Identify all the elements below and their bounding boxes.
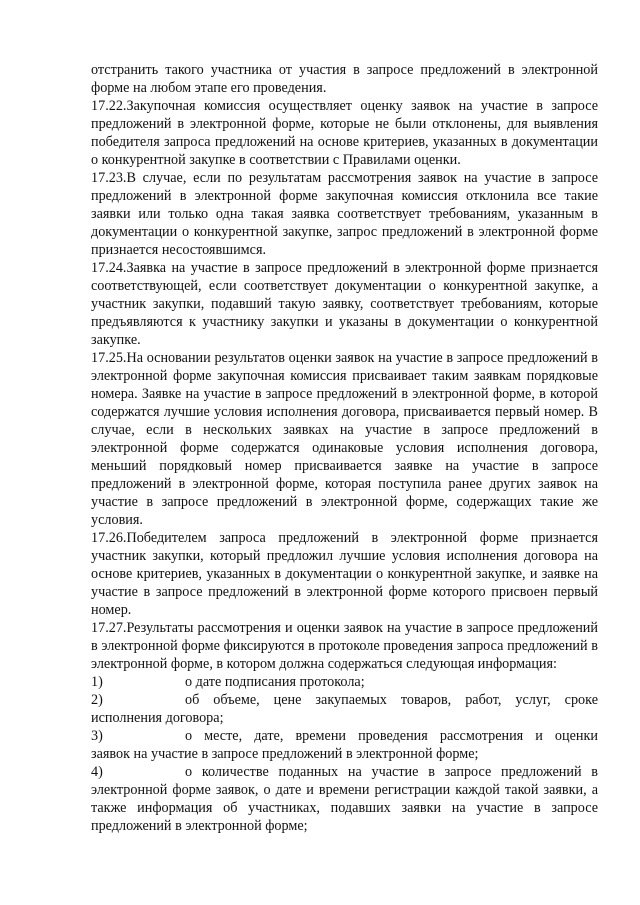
list-item-text: о дате подписания протокола;: [185, 674, 365, 690]
paragraph-17-22: 17.22.Закупочная комиссия осуществляет оценку заявок на участие в запросе предложений в электронной форме, которые не были отклонены, для выявления победителя запроса предложений на основе критериев, указанных в документации о конкурентной закупке в соответствии с Правилами оценки.: [91, 98, 598, 168]
list-item-number: 4): [91, 764, 103, 780]
list-item-continuation: электронной форме заявок, о дате и времени регистрации каждой такой заявки, а также информация об участниках, подавших заявки на участие в запросе предложений в электронной форме;: [91, 782, 598, 834]
list-item-number: 2): [91, 692, 103, 708]
list-item-text: о месте, дате, времени проведения рассмотрения и оценки: [185, 728, 598, 744]
list-item-number: 3): [91, 728, 103, 744]
document-page: [91, 61, 598, 835]
paragraph-17-24: 17.24.Заявка на участие в запросе предложений в электронной форме признается соответствующей, если соответствует документации о конкурентной закупке, а участник закупки, подавший такую заявку, соответствует требованиям, которые предъявляются к участнику закупки и указаны в документации о конкурентной закупке.: [91, 260, 598, 348]
paragraph-17-26: 17.26.Победителем запроса предложений в электронной форме признается участник закупки, который предложил лучшие условия исполнения договора на основе критериев, указанных в документации о конкурентной закупке, и заявке на участие в запросе предложений в электронной форме которого присвоен первый номер.: [91, 530, 598, 618]
paragraph-intro: отстранить такого участника от участия в запросе предложений в электронной форме на любом этапе его проведения.: [91, 62, 598, 96]
list-item: [91, 691, 598, 727]
list-item: [91, 673, 598, 691]
list-item-number: 1): [91, 674, 103, 690]
list-item-continuation: исполнения договора;: [91, 710, 224, 726]
paragraph-17-27: 17.27.Результаты рассмотрения и оценки заявок на участие в запросе предложений в электронной форме фиксируются в протоколе проведения запроса предложений в электронной форме, в котором должна содержаться следующая информация:: [91, 620, 598, 672]
list-item-continuation: заявок на участие в запросе предложений в электронной форме;: [91, 746, 479, 762]
paragraph-17-25: 17.25.На основании результатов оценки заявок на участие в запросе предложений в электронной форме закупочная комиссия присваивает таким заявкам порядковые номера. Заявке на участие в запросе предложений в электронной форме, в которой содержатся лучшие условия исполнения договора, присваивается первый номер. В случае, если в нескольких заявках на участие в запросе предложений в электронной форме содержатся одинаковые условия исполнения договора, меньший порядковый номер присваивается заявке на участие в запросе предложений в электронной форме, которая поступила ранее других заявок на участие в запросе предложений в электронной форме, содержащих такие же условия.: [91, 350, 598, 528]
list-item-text: об объеме, цене закупаемых товаров, работ, услуг, сроке: [185, 692, 598, 708]
list-item: [91, 763, 598, 835]
paragraph-17-23: 17.23.В случае, если по результатам рассмотрения заявок на участие в запросе предложений в электронной форме закупочная комиссия отклонила все такие заявки или только одна такая заявка соответствует требованиям, указанным в документации о конкурентной закупке, запрос предложений в электронной форме признается несостоявшимся.: [91, 170, 598, 258]
list-item-text: о количестве поданных на участие в запросе предложений в: [185, 764, 598, 780]
list-item: [91, 727, 598, 763]
